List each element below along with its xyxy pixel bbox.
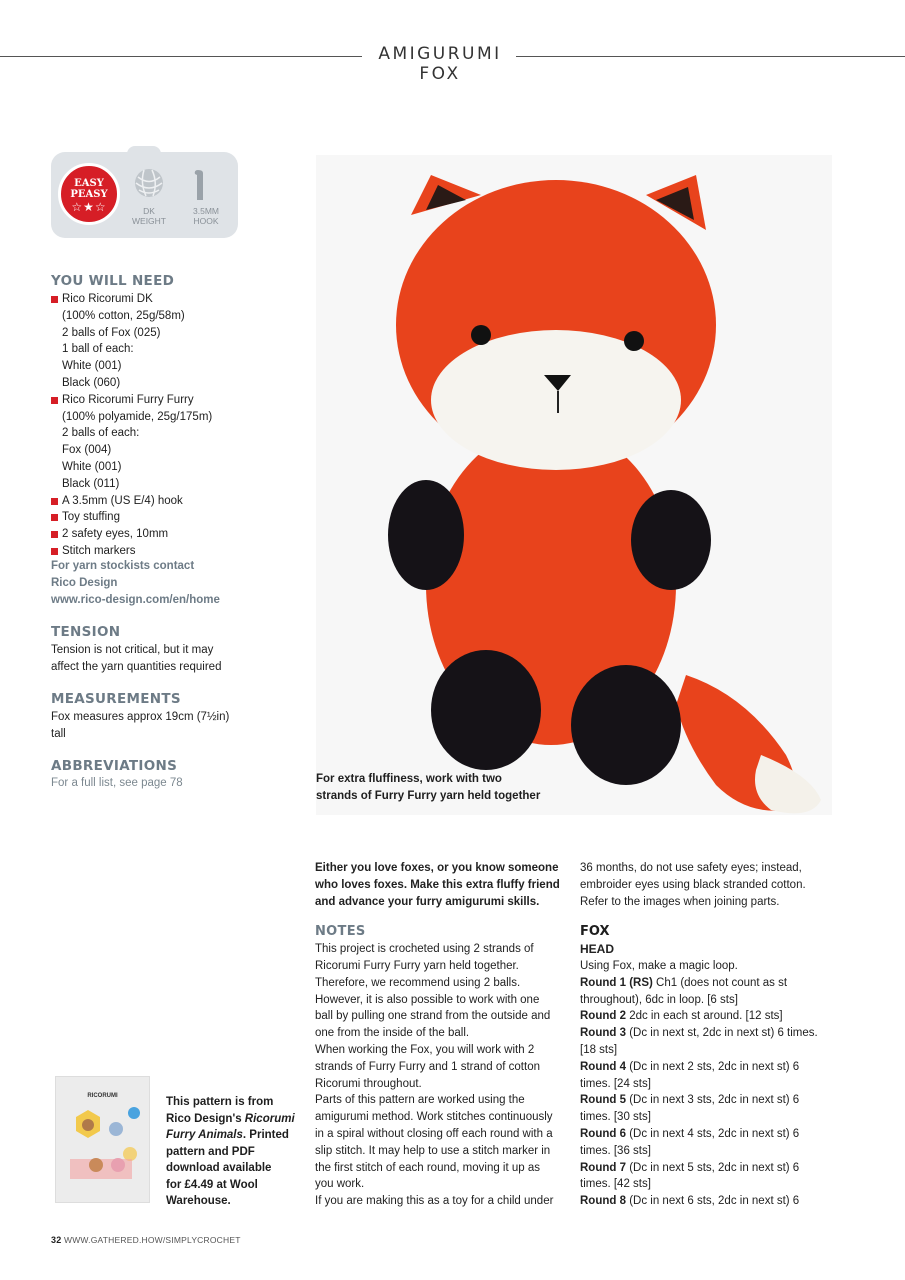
materials-item (51, 493, 212, 510)
materials-list (51, 291, 212, 560)
tension-heading: TENSION (51, 624, 121, 640)
notes-line: strands of Furry Furry and 1 strand of cotton (315, 1060, 540, 1073)
round-text: throughout), 6dc in loop. [6 sts] (580, 993, 738, 1006)
materials-item (51, 509, 212, 526)
notes-line: embroider eyes using black stranded cotton. (580, 878, 806, 891)
round-label: Round 1 (RS) (580, 976, 653, 989)
measurements-line: Fox measures approx 19cm (7½in) (51, 711, 230, 723)
materials-line: Black (060) (62, 376, 121, 389)
stockists-line: For yarn stockists contact (51, 560, 195, 572)
bullet-square-icon (51, 514, 58, 521)
materials-item (51, 392, 212, 493)
notes-line: When working the Fox, you will work with 2 (315, 1043, 535, 1056)
notes-line: This project is crocheted using 2 strands of (315, 943, 534, 956)
promo-book-title: Furry Animals (166, 1129, 243, 1141)
tension-line: Tension is not critical, but it may (51, 644, 214, 656)
fox-photo (316, 155, 832, 815)
yarn-weight-line-2: WEIGHT (132, 216, 166, 226)
notes-line: If you are making this as a toy for a child under (315, 1195, 554, 1208)
difficulty-line-2: PEASY (70, 189, 108, 200)
bullet-square-icon (51, 548, 58, 555)
round-label: Round 6 (580, 1127, 626, 1140)
materials-line: Black (011) (62, 477, 120, 490)
notes-line: the first stitch of each round, moving it up as (315, 1161, 541, 1174)
intro-line: who loves foxes. Make this extra fluffy friend (315, 878, 560, 891)
notes-line: 36 months, do not use safety eyes; instead, (580, 862, 802, 874)
measurements-text (51, 709, 229, 743)
round-label: Round 3 (580, 1027, 626, 1040)
pattern-round (580, 975, 830, 1009)
stockists-link[interactable]: www.rico-design.com/en/home (51, 593, 220, 606)
round-text: times. [36 sts] (580, 1144, 651, 1157)
notes-line: in a spiral without closing off each round with a (315, 1127, 553, 1140)
book-title: RICORUMI (87, 1093, 118, 1099)
notes-line: Ricorumi Furry Furry yarn held together. (315, 959, 519, 972)
notes-text (315, 941, 570, 1210)
materials-item (51, 526, 212, 543)
pattern-round (580, 1126, 830, 1160)
materials-line: White (001) (62, 360, 122, 373)
page-title: AMIGURUMI FOX (378, 44, 502, 84)
materials-line: A 3.5mm (US E/4) hook (62, 494, 183, 507)
pattern-round (580, 1092, 830, 1126)
materials-line: Rico Ricorumi Furry Furry (62, 393, 194, 406)
materials-line: White (001) (62, 460, 122, 473)
promo-line: pattern and PDF (166, 1145, 255, 1158)
yarn-ball-icon (134, 168, 164, 198)
hook-size-line-2: HOOK (193, 216, 219, 226)
caption-line: For extra fluffiness, work with two (316, 773, 502, 785)
measurements-heading: MEASUREMENTS (51, 691, 181, 707)
book-promo-text (166, 1094, 296, 1210)
round-label: Round 2 (580, 1010, 626, 1023)
body-column-2 (580, 860, 830, 1210)
notes-line: amigurumi method. Work stitches continuously (315, 1111, 553, 1124)
photo-caption (316, 771, 566, 804)
notes-line: Refer to the images when joining parts. (580, 895, 780, 908)
round-text: (Dc in next 2 sts, 2dc in next st) 6 (626, 1060, 800, 1073)
crochet-hook-icon (192, 168, 208, 202)
page-number: 32 (51, 1235, 62, 1245)
tension-text (51, 642, 221, 676)
round-text: times. [24 sts] (580, 1077, 651, 1090)
notes-line: However, it is also possible to work with one (315, 993, 540, 1006)
materials-line: (100% cotton, 25g/58m) (62, 309, 185, 322)
promo-line: Rico Design's (166, 1112, 245, 1125)
measurements-line: tall (51, 727, 66, 740)
round-text: Ch1 (does not count as st (652, 976, 788, 989)
yarn-weight-line-1: DK (143, 206, 155, 216)
header-rule-right (516, 56, 905, 57)
materials-line: Stitch markers (62, 544, 136, 557)
round-label: Round 7 (580, 1161, 626, 1174)
pattern-round (580, 1160, 830, 1194)
materials-line: 2 balls of Fox (025) (62, 326, 161, 339)
bullet-square-icon (51, 531, 58, 538)
notes-line: Therefore, we recommend using 2 balls. (315, 976, 521, 989)
round-label: Round 8 (580, 1195, 626, 1208)
promo-line: for £4.49 at Wool (166, 1178, 258, 1191)
lookbook-cover-image (55, 1076, 150, 1203)
notes-line: Ricorumi throughout. (315, 1077, 422, 1090)
bullet-square-icon (51, 296, 58, 303)
you-will-need-heading: YOU WILL NEED (51, 273, 175, 289)
fox-illustration (316, 155, 832, 815)
pattern-round (580, 1193, 830, 1210)
round-label: Round 4 (580, 1060, 626, 1073)
round-text: (Dc in next st, 2dc in next st) 6 times. (626, 1027, 818, 1040)
round-text: (Dc in next 5 sts, 2dc in next st) 6 (626, 1161, 800, 1174)
promo-book-title: Ricorumi (244, 1112, 295, 1125)
pattern-round (580, 1008, 830, 1025)
notes-line: you work. (315, 1178, 365, 1191)
promo-line: This pattern is from (166, 1096, 274, 1108)
notes-line: one from the inside of the ball. (315, 1027, 470, 1040)
materials-line: Fox (004) (62, 444, 112, 457)
materials-line: Rico Ricorumi DK (62, 293, 153, 305)
round-text: 2dc in each st around. [12 sts] (626, 1010, 783, 1023)
notes-continued (580, 860, 830, 910)
promo-line: download available (166, 1162, 272, 1174)
round-text: times. [42 sts] (580, 1178, 651, 1191)
abbreviations-heading: ABBREVIATIONS (51, 758, 178, 774)
promo-line: Warehouse. (166, 1195, 231, 1207)
pattern-round (580, 1059, 830, 1093)
hook-size-label (181, 206, 231, 226)
intro-line: and advance your furry amigurumi skills. (315, 895, 540, 908)
yarn-weight-label (124, 206, 174, 226)
bullet-square-icon (51, 498, 58, 505)
materials-line: 2 balls of each: (62, 427, 140, 440)
round-text: [18 sts] (580, 1043, 618, 1056)
head-intro: Using Fox, make a magic loop. (580, 959, 738, 972)
abbreviations-text: For a full list, see page 78 (51, 777, 183, 789)
round-text: (Dc in next 6 sts, 2dc in next st) 6 (626, 1195, 800, 1208)
fox-heading: FOX (580, 924, 610, 940)
materials-line: 2 safety eyes, 10mm (62, 528, 169, 541)
notes-heading: NOTES (315, 924, 366, 940)
caption-line: strands of Furry Furry yarn held together (316, 789, 541, 802)
body-column-1 (315, 860, 570, 1210)
round-label: Round 5 (580, 1094, 626, 1107)
stockists-note (51, 558, 220, 608)
materials-line: 1 ball of each: (62, 343, 134, 356)
notes-line: Parts of this pattern are worked using the (315, 1094, 525, 1107)
notes-line: slip stitch. It may help to use a stitch marker in (315, 1144, 551, 1157)
tension-line: affect the yarn quantities required (51, 660, 222, 673)
pattern-round (580, 1025, 830, 1059)
materials-item (51, 291, 212, 392)
round-text: times. [30 sts] (580, 1111, 651, 1124)
difficulty-badge (58, 163, 120, 225)
stockists-line: Rico Design (51, 576, 118, 589)
materials-line: (100% polyamide, 25g/175m) (62, 410, 213, 423)
round-text: (Dc in next 3 sts, 2dc in next st) 6 (626, 1094, 800, 1107)
bullet-square-icon (51, 397, 58, 404)
materials-line: Toy stuffing (62, 511, 120, 524)
head-subheading: HEAD (580, 942, 615, 957)
intro-paragraph (315, 860, 570, 910)
promo-line: . Printed (242, 1129, 289, 1141)
header-rule-left (0, 56, 362, 57)
page-footer (51, 1235, 241, 1245)
footer-url[interactable]: WWW.GATHERED.HOW/SIMPLYCROCHET (63, 1235, 241, 1245)
round-text: (Dc in next 4 sts, 2dc in next st) 6 (626, 1127, 800, 1140)
notes-line: ball by pulling one strand from the outside and (315, 1010, 551, 1023)
hook-size-line-1: 3.5MM (193, 206, 219, 216)
difficulty-line-1: EASY (74, 178, 104, 189)
intro-line: Either you love foxes, or you know someone (315, 862, 559, 874)
book-cover-illustration (56, 1099, 149, 1199)
difficulty-stars: ☆★☆ (71, 200, 107, 214)
